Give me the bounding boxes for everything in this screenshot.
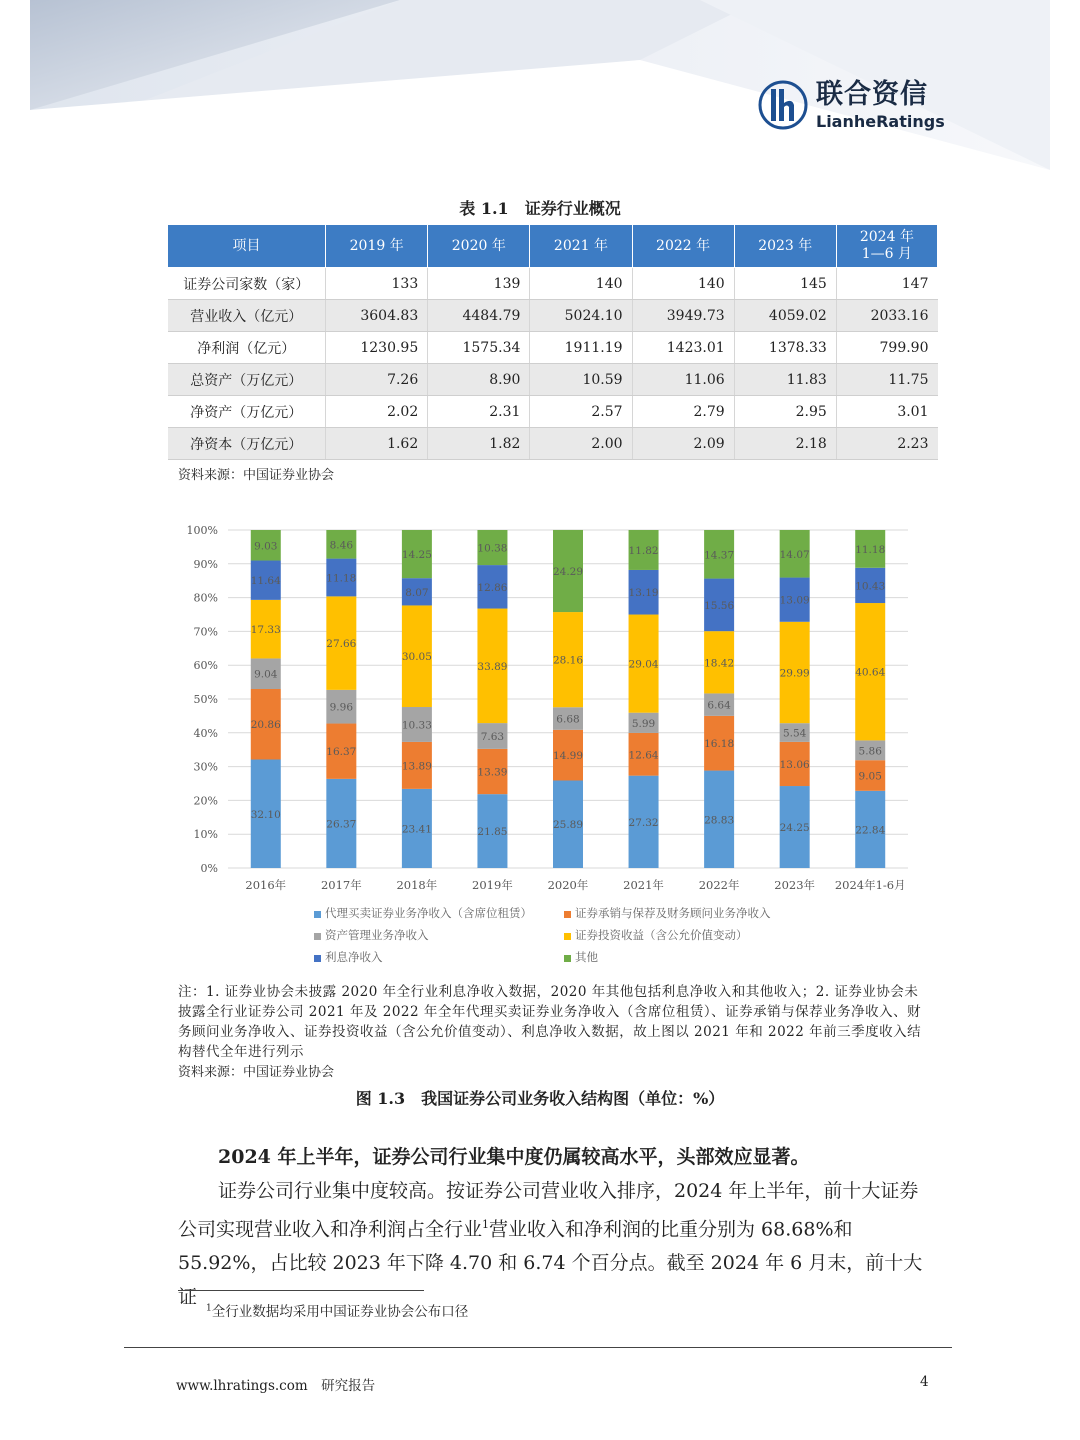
- x-tick-label: 2023年: [774, 878, 816, 892]
- body-text-2: 营业收入和净利润的比重分别为 68.68%和 55.92%，占比较 2023 年下降 4.70 和 6.74 个百分点。截至 2024 年 6 月末，前十大证: [178, 1218, 923, 1309]
- y-tick-label: 90%: [193, 557, 218, 571]
- legend-item: [564, 927, 748, 943]
- data-label: 21.85: [477, 826, 508, 839]
- brand-name-en: LianheRatings: [816, 111, 945, 131]
- data-label: 8.07: [405, 586, 429, 599]
- data-label: 33.89: [477, 660, 508, 673]
- footer-site: www.lhratings.com 研究报告: [176, 1378, 376, 1394]
- table-header-cell: 2021 年: [530, 225, 632, 268]
- table-cell: 2.23: [836, 428, 937, 460]
- data-label: 28.16: [552, 654, 584, 667]
- legend-item: [314, 949, 383, 965]
- legend-swatch: [314, 955, 321, 962]
- table-header-cell: 2023 年: [734, 225, 836, 268]
- data-label: 22.84: [855, 824, 886, 837]
- table-cell: 139: [428, 268, 530, 300]
- data-label: 14.37: [704, 549, 735, 562]
- data-label: 9.05: [858, 770, 882, 783]
- table-cell: 799.90: [836, 332, 937, 364]
- table-cell: 1575.34: [428, 332, 530, 364]
- chart-source: 资料来源：中国证券业协会: [178, 1065, 335, 1080]
- table-cell: 4059.02: [734, 300, 836, 332]
- table-header-cell: 2022 年: [632, 225, 734, 268]
- data-label: 13.19: [628, 587, 659, 600]
- data-label: 11.18: [326, 572, 357, 585]
- data-label: 12.86: [477, 581, 508, 594]
- table-header-cell: 2020 年: [428, 225, 530, 268]
- data-label: 13.89: [401, 760, 432, 773]
- y-tick-label: 60%: [193, 659, 218, 673]
- y-tick-label: 100%: [186, 524, 218, 537]
- table-cell: 2.57: [530, 396, 632, 428]
- data-label: 11.18: [855, 543, 886, 556]
- data-label: 5.54: [782, 727, 807, 740]
- legend-label: 其他: [575, 950, 598, 964]
- table-cell: 3604.83: [326, 300, 428, 332]
- table-cell: 5024.10: [530, 300, 632, 332]
- table-cell: 4484.79: [428, 300, 530, 332]
- data-label: 27.32: [628, 816, 659, 829]
- legend-swatch: [564, 955, 571, 962]
- table-cell: 净利润（亿元）: [168, 332, 326, 364]
- legend-swatch: [564, 911, 571, 918]
- legend-swatch: [314, 933, 321, 940]
- table-cell: 133: [326, 268, 428, 300]
- table-cell: 1423.01: [632, 332, 734, 364]
- table-cell: 1911.19: [530, 332, 632, 364]
- legend-swatch: [314, 911, 321, 918]
- table-row: [168, 300, 938, 332]
- table-cell: 3.01: [836, 396, 937, 428]
- table-cell: 11.06: [632, 364, 734, 396]
- table-cell: 2.31: [428, 396, 530, 428]
- table-header-cell: 2019 年: [326, 225, 428, 268]
- table-cell: 140: [632, 268, 734, 300]
- table-cell: 2.09: [632, 428, 734, 460]
- legend-item: [314, 927, 429, 943]
- data-label: 5.86: [858, 745, 882, 758]
- legend-item: [564, 905, 771, 921]
- section-lead: 2024 年上半年，证券公司行业集中度仍属较高水平，头部效应显著。: [218, 1146, 810, 1168]
- data-label: 17.33: [250, 624, 281, 637]
- page-number: 4: [920, 1374, 929, 1390]
- table-cell: 2.00: [530, 428, 632, 460]
- x-tick-label: 2022年: [698, 878, 740, 892]
- data-label: 8.46: [329, 539, 354, 552]
- table-cell: 1.82: [428, 428, 530, 460]
- footnote-divider: [178, 1290, 424, 1291]
- data-label: 29.04: [628, 658, 659, 671]
- brand-name-cn: 联合资信: [816, 78, 928, 110]
- table-cell: 11.83: [734, 364, 836, 396]
- table-cell: 1378.33: [734, 332, 836, 364]
- table-cell: 2.02: [326, 396, 428, 428]
- data-label: 10.33: [401, 719, 432, 732]
- table-cell: 净资产（万亿元）: [168, 396, 326, 428]
- table-cell: 证券公司家数（家）: [168, 268, 326, 300]
- table-cell: 总资产（万亿元）: [168, 364, 326, 396]
- data-label: 13.06: [779, 758, 810, 771]
- data-label: 14.07: [779, 548, 810, 561]
- x-tick-label: 2024年1-6月: [834, 878, 906, 892]
- data-label: 27.66: [326, 638, 357, 651]
- legend-label: 证券承销与保荐及财务顾问业务净收入: [575, 906, 771, 920]
- table-source: 资料来源：中国证券业协会: [178, 468, 335, 483]
- body-paragraph: [178, 1174, 930, 1314]
- data-label: 13.39: [477, 766, 508, 779]
- data-label: 14.99: [552, 750, 584, 763]
- table-row: [168, 332, 938, 364]
- table-row: [168, 396, 938, 428]
- data-label: 30.05: [401, 651, 432, 664]
- table-cell: 145: [734, 268, 836, 300]
- data-label: 5.99: [631, 717, 656, 730]
- table-cell: 7.26: [326, 364, 428, 396]
- table-row: [168, 364, 938, 396]
- lianhe-logo-icon: [758, 80, 808, 130]
- x-tick-label: 2021年: [623, 878, 664, 892]
- table-cell: 1230.95: [326, 332, 428, 364]
- table-cell: 8.90: [428, 364, 530, 396]
- table-cell: 140: [530, 268, 632, 300]
- data-label: 13.09: [779, 594, 810, 607]
- data-label: 16.37: [326, 746, 357, 759]
- legend-label: 利息净收入: [325, 950, 383, 964]
- data-label: 9.03: [254, 540, 278, 553]
- table-title: 表 1.1 证券行业概况: [459, 199, 621, 218]
- chart-note: 注：1. 证券业协会未披露 2020 年全行业利息净收入数据，2020 年其他包括利息净收入和其他收入；2. 证券业协会未披露全行业证券公司 2021 年及 2022 年全年代理买卖证券业务净收入（含席位租赁）、证券承销与保荐业务净收入、财务顾问业务净收入、证券投资收益（含公允价值变动）、利息净收入数据，故上图以 2021 年和 2022 年前三季度收入结构替代全年进行列示: [178, 984, 922, 1060]
- x-tick-label: 2016年: [245, 878, 287, 892]
- footnote-text: 全行业数据均采用中国证券业协会公布口径: [211, 1304, 469, 1320]
- data-label: 11.82: [628, 544, 659, 557]
- legend-label: 代理买卖证券业务净收入（含席位租赁）: [325, 906, 532, 920]
- y-tick-label: 50%: [193, 693, 218, 706]
- figure-caption: 图 1.3 我国证券公司业务收入结构图（单位：%）: [355, 1089, 725, 1108]
- y-tick-label: 0%: [200, 862, 218, 875]
- table-cell: 2033.16: [836, 300, 937, 332]
- table-row: [168, 268, 938, 300]
- data-label: 16.18: [704, 738, 735, 751]
- revenue-structure-chart: [180, 520, 920, 900]
- table-cell: 2.18: [734, 428, 836, 460]
- data-label: 6.68: [556, 713, 580, 726]
- table-cell: 净资本（万亿元）: [168, 428, 326, 460]
- table-cell: 11.75: [836, 364, 937, 396]
- table-row: [168, 428, 938, 460]
- data-label: 9.96: [329, 701, 354, 714]
- y-tick-label: 10%: [193, 828, 218, 842]
- data-label: 24.29: [552, 566, 584, 579]
- table-cell: 1.62: [326, 428, 428, 460]
- data-label: 15.56: [704, 599, 735, 612]
- data-label: 40.64: [855, 666, 886, 679]
- data-label: 7.63: [480, 730, 505, 743]
- x-tick-label: 2018年: [396, 878, 438, 892]
- x-tick-label: 2020年: [547, 878, 589, 892]
- table-cell: 147: [836, 268, 937, 300]
- table-header-cell: 项目: [168, 225, 326, 268]
- data-label: 18.42: [704, 657, 735, 670]
- y-tick-label: 40%: [193, 726, 218, 740]
- data-label: 10.43: [855, 580, 886, 593]
- table-header-cell: 2024 年 1—6 月: [836, 225, 937, 268]
- brand-logo: [758, 80, 945, 130]
- data-label: 10.38: [477, 542, 508, 555]
- data-label: 29.99: [779, 667, 810, 680]
- footnote: [206, 1300, 468, 1320]
- table-cell: 营业收入（亿元）: [168, 300, 326, 332]
- legend-label: 资产管理业务净收入: [325, 928, 429, 942]
- y-tick-label: 20%: [193, 794, 218, 808]
- x-tick-label: 2017年: [320, 878, 362, 892]
- data-label: 26.37: [326, 818, 357, 831]
- data-label: 14.25: [401, 549, 432, 562]
- data-label: 24.25: [779, 822, 810, 835]
- y-tick-label: 30%: [193, 760, 218, 774]
- data-label: 20.86: [250, 719, 281, 732]
- legend-swatch: [564, 933, 571, 940]
- footer-divider: [124, 1347, 952, 1348]
- body-text-1: 证券公司行业集中度较高。按证券公司营业收入排序，2024 年上半年，前十大证券公司实现营业收入和净利润占全行业: [178, 1180, 919, 1241]
- table-cell: 2.79: [632, 396, 734, 428]
- data-label: 11.64: [250, 575, 281, 588]
- footnote-mark: 1: [206, 1303, 212, 1314]
- x-tick-label: 2019年: [472, 878, 513, 892]
- data-label: 23.41: [401, 823, 432, 836]
- industry-overview-table: [167, 224, 938, 460]
- table-cell: 3949.73: [632, 300, 734, 332]
- footnote-ref[interactable]: 1: [482, 1218, 490, 1231]
- y-tick-label: 80%: [193, 591, 218, 605]
- data-label: 28.83: [704, 814, 735, 827]
- data-label: 6.64: [707, 699, 731, 712]
- table-cell: 10.59: [530, 364, 632, 396]
- legend-item: [564, 949, 598, 965]
- data-label: 9.04: [254, 668, 278, 681]
- data-label: 25.89: [552, 819, 584, 832]
- legend-item: [314, 905, 532, 921]
- data-label: 12.64: [628, 749, 659, 762]
- table-cell: 2.95: [734, 396, 836, 428]
- data-label: 32.10: [250, 808, 281, 821]
- legend-label: 证券投资收益（含公允价值变动）: [575, 928, 748, 942]
- y-tick-label: 70%: [193, 625, 218, 639]
